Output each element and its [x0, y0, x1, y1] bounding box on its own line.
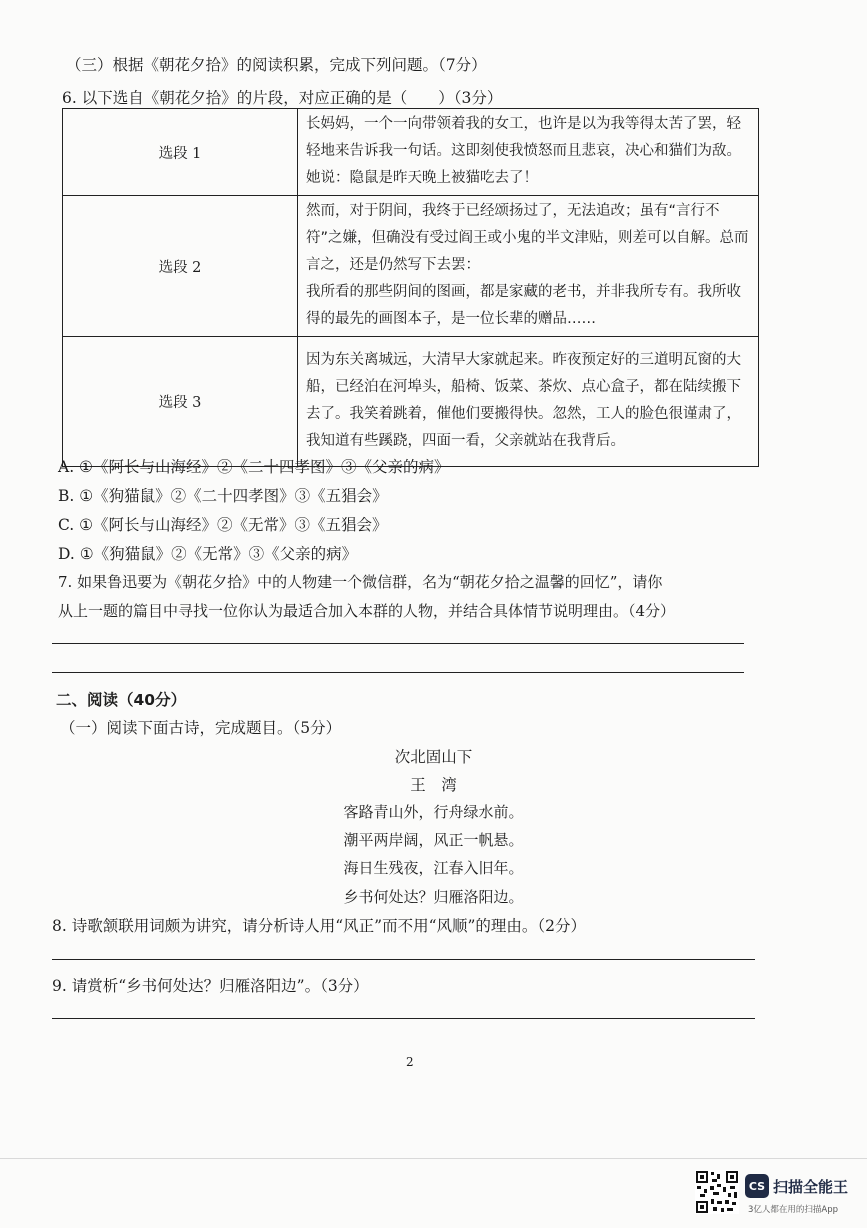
- part2-heading: 二、阅读（40分）: [56, 691, 187, 709]
- footer-divider: [0, 1158, 867, 1159]
- q6-stem: 6. 以下选自《朝花夕拾》的片段，对应正确的是（ ）（3分）: [62, 89, 503, 107]
- passage-label: 选段 2: [63, 196, 298, 337]
- poem-line: 乡书何处达？归雁洛阳边。: [343, 888, 524, 906]
- option-c: C. ①《阿长与山海经》②《无常》③《五猖会》: [58, 516, 388, 534]
- answer-line: [52, 672, 744, 673]
- option-a: A. ①《阿长与山海经》②《二十四孝图》③《父亲的病》: [58, 458, 450, 476]
- poem-line: 海日生残夜，江春入旧年。: [343, 859, 524, 877]
- passage-text: [298, 109, 759, 196]
- poem-author: 王 湾: [410, 776, 457, 794]
- camscanner-logo: CS: [745, 1174, 769, 1198]
- table-row: [63, 109, 759, 196]
- qr-code-icon: [695, 1170, 739, 1214]
- answer-line: [52, 1018, 755, 1019]
- passage-text: [298, 337, 759, 467]
- q7-line1: 7. 如果鲁迅要为《朝花夕拾》中的人物建一个微信群，名为“朝花夕拾之温馨的回忆”，请你: [58, 573, 663, 591]
- section3-heading: （三）根据《朝花夕拾》的阅读积累，完成下列问题。（7分）: [66, 56, 487, 74]
- watermark-brand: 扫描全能王: [773, 1178, 849, 1196]
- passage-paragraph: 然而，对于阴间，我终于已经颂扬过了，无法追改；虽有“言行不符”之嫌，但确没有受过阎王或小鬼的半文津贴，则差可以自解。总而言之，还是仍然写下去罢：: [306, 203, 749, 273]
- passage-paragraph: 长妈妈，一个一向带领着我的女工，也许是以为我等得太苦了罢，轻轻地来告诉我一句话。这即刻使我愤怒而且悲哀，决心和猫们为敌。她说：隐鼠是昨天晚上被猫吃去了！: [306, 116, 741, 186]
- part2-sub1: （一）阅读下面古诗，完成题目。（5分）: [60, 719, 342, 737]
- table-row: [63, 196, 759, 337]
- q8-text: 8. 诗歌颔联用词颇为讲究，请分析诗人用“风正”而不用“风顺”的理由。（2分）: [52, 917, 587, 935]
- q9-text: 9. 请赏析“乡书何处达？归雁洛阳边”。（3分）: [52, 977, 369, 995]
- option-b: B. ①《狗猫鼠》②《二十四孝图》③《五猖会》: [58, 487, 388, 505]
- answer-line: [52, 643, 744, 644]
- page-number: 2: [406, 1055, 414, 1069]
- poem-line: 客路青山外，行舟绿水前。: [343, 803, 524, 821]
- watermark-tagline: 3亿人都在用的扫描App: [748, 1205, 839, 1215]
- answer-line: [52, 959, 755, 960]
- passage-table: [62, 108, 759, 467]
- poem-title: 次北固山下: [394, 748, 473, 766]
- passage-label: 选段 3: [63, 337, 298, 467]
- passage-paragraph: 因为东关离城远，大清早大家就起来。昨夜预定好的三道明瓦窗的大船，已经泊在河埠头，船椅、饭菜、茶炊、点心盒子，都在陆续搬下去了。我笑着跳着，催他们要搬得快。忽然，工人的脸色很谨肃了，我知道有些蹊跷，四面一看，父亲就站在我背后。: [306, 352, 741, 449]
- table-row: [63, 337, 759, 467]
- q7-line2: 从上一题的篇目中寻找一位你认为最适合加入本群的人物，并结合具体情节说明理由。（4分）: [58, 602, 676, 620]
- poem-line: 潮平两岸阔，风正一帆悬。: [343, 831, 524, 849]
- passage-paragraph: 我所看的那些阴间的图画，都是家藏的老书，并非我所专有。我所收得的最先的画图本子，是一位长辈的赠品……: [306, 284, 741, 327]
- passage-label: 选段 1: [63, 109, 298, 196]
- passage-text: [298, 196, 759, 337]
- option-d: D. ①《狗猫鼠》②《无常》③《父亲的病》: [58, 545, 358, 563]
